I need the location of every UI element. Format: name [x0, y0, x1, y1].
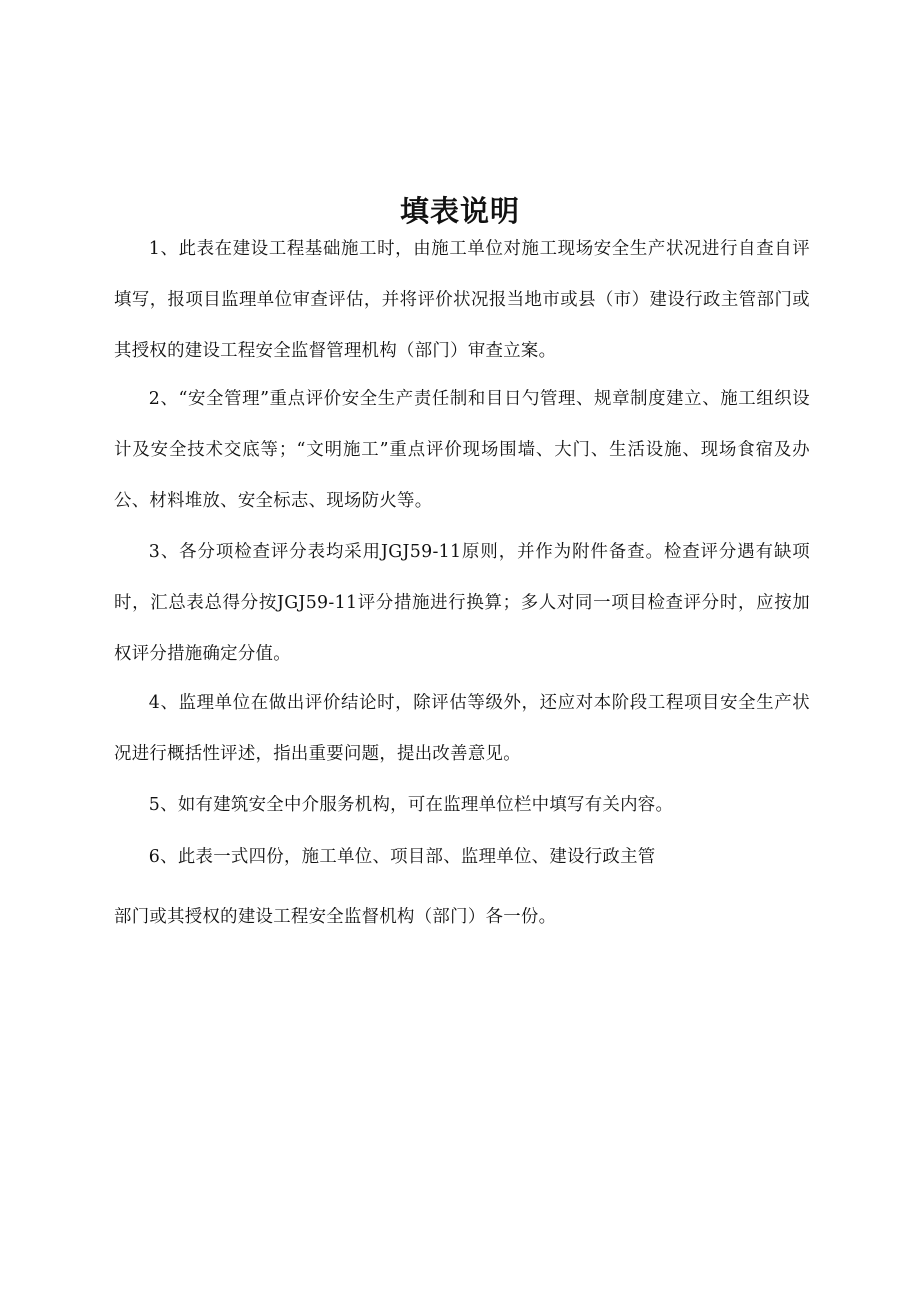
instruction-paragraph-6-line-2: 部门或其授权的建设工程安全监督机构（部门）各一份。 — [114, 907, 557, 927]
instruction-paragraph-6-line-1: 6、此表一式四份，施工单位、项目部、监理单位、建设行政主管 — [148, 847, 656, 867]
instruction-paragraph-5: 5、如有建筑安全中介服务机构，可在监理单位栏中填写有关内容。 — [148, 795, 674, 815]
instruction-paragraph-1: 1、此表在建设工程基础施工时，由施工单位对施工现场安全生产状况进行自查自评填写，报项目监理单位审查评估，并将评价状况报当地市或县（市）建设行政主管部门或其授权的建设工程安全监督管理机构（部门）审查立案。 — [114, 239, 810, 361]
page-title: 填表说明 — [399, 194, 520, 229]
instruction-paragraph-4: 4、监理单位在做出评价结论时，除评估等级外，还应对本阶段工程项目安全生产状况进行概括性评述，指出重要问题，提出改善意见。 — [114, 693, 810, 764]
instruction-paragraph-3: 3、各分项检查评分表均采用JGJ59-11原则，并作为附件备查。检查评分遇有缺项时，汇总表总得分按JGJ59-11评分措施进行换算；多人对同一项目检查评分时，应按加权评分措施确定分值。 — [114, 542, 810, 664]
instruction-paragraph-2: 2、“安全管理”重点评价安全生产责任制和目日勺管理、规章制度建立、施工组织设计及安全技术交底等；“文明施工”重点评价现场围墙、大门、生活设施、现场食宿及办公、材料堆放、安全标志、现场防火等。 — [114, 389, 810, 511]
